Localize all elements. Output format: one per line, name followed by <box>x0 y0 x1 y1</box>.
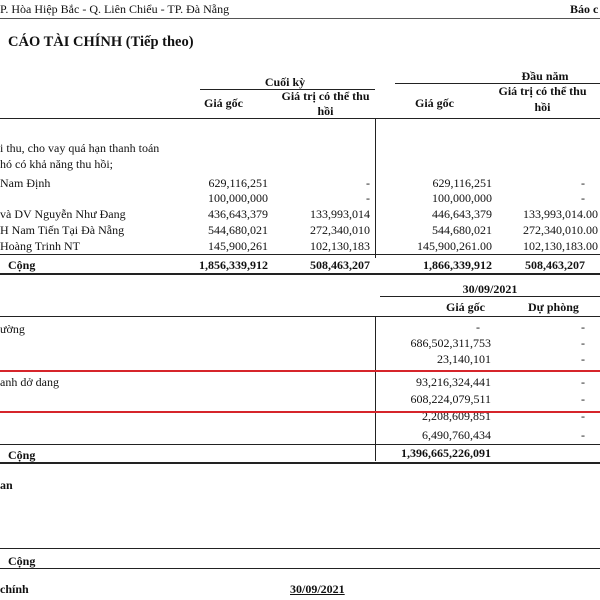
col-recoverable-current-l2: hồi <box>317 104 334 118</box>
recoverable-current: - <box>366 191 370 205</box>
recoverable-prior: 133,993,014.00 <box>523 207 598 221</box>
row-provision: - <box>581 336 585 350</box>
period-current-header: Cuối kỳ <box>264 75 306 89</box>
cost-current: 629,116,251 <box>208 176 268 190</box>
total-cost-current: 1,856,339,912 <box>199 258 268 272</box>
table2-date-underline <box>380 296 600 297</box>
section4-top-rule <box>0 548 600 549</box>
section4-total-label: Cộng <box>8 554 36 568</box>
total-label: Cộng <box>8 448 36 462</box>
table2-date-header: 30/09/2021 <box>462 282 518 296</box>
highlight-box <box>0 370 600 413</box>
table1-column-divider <box>375 118 376 258</box>
report-title-fragment: Báo c <box>570 2 599 16</box>
cost-prior: 629,116,251 <box>432 176 492 190</box>
table1-bottom-rule <box>0 273 600 275</box>
section5-label: chính <box>0 582 29 596</box>
note-line-1: i thu, cho vay quá hạn thanh toán <box>0 141 160 155</box>
col-cost-current: Giá gốc <box>204 96 243 110</box>
total-label: Cộng <box>8 258 36 272</box>
table2-col-provision: Dự phòng <box>528 300 579 314</box>
table2-total-rule <box>0 444 600 445</box>
row-name: anh dở dang <box>0 375 59 389</box>
col-recoverable-prior-l2: hồi <box>534 100 551 114</box>
table2-header-rule <box>0 316 600 317</box>
row-provision: - <box>581 320 585 334</box>
cost-current: 145,900,261 <box>208 239 268 253</box>
note-line-2: hó có khả năng thu hồi; <box>0 157 113 171</box>
col-recoverable-current-l1: Giá trị có thể thu <box>281 89 370 103</box>
header-rule <box>0 18 600 19</box>
row-name: và DV Nguyễn Như Đang <box>0 207 126 221</box>
row-provision: - <box>581 409 585 423</box>
row-provision: - <box>581 392 585 406</box>
section5-date: 30/09/2021 <box>290 582 345 596</box>
recoverable-prior: 102,130,183.00 <box>523 239 598 253</box>
row-cost: 608,224,079,511 <box>410 392 491 406</box>
table2-col-cost: Giá gốc <box>446 300 485 314</box>
cost-prior: 100,000,000 <box>432 191 492 205</box>
total-cost: 1,396,665,226,091 <box>401 446 491 460</box>
row-provision: - <box>581 428 585 442</box>
row-name: Hoàng Trinh NT <box>0 239 81 253</box>
cost-current: 436,643,379 <box>208 207 268 221</box>
col-cost-prior: Giá gốc <box>415 96 454 110</box>
recoverable-prior: 272,340,010.00 <box>523 223 598 237</box>
recoverable-current: 272,340,010 <box>310 223 370 237</box>
table1-header-rule <box>0 118 600 119</box>
section-title: CÁO TÀI CHÍNH (Tiếp theo) <box>8 34 194 50</box>
row-cost: 686,502,311,753 <box>410 336 491 350</box>
section3-label: an <box>0 478 13 492</box>
row-name: ường <box>0 322 25 336</box>
recoverable-current: 102,130,183 <box>310 239 370 253</box>
total-cost-prior: 1,866,339,912 <box>423 258 492 272</box>
table1-total-rule <box>0 254 600 255</box>
cost-prior: 446,643,379 <box>432 207 492 221</box>
recoverable-current: - <box>366 176 370 190</box>
table2-bottom-rule <box>0 462 600 464</box>
row-name: Nam Định <box>0 176 51 190</box>
row-cost: 2,208,609,851 <box>422 409 491 423</box>
row-cost: - <box>476 320 480 334</box>
row-cost: 6,490,760,434 <box>422 428 491 442</box>
row-provision: - <box>581 375 585 389</box>
period-prior-header: Đầu năm <box>521 69 569 83</box>
recoverable-prior: - <box>581 176 585 190</box>
total-recoverable-current: 508,463,207 <box>310 258 370 272</box>
row-cost: 93,216,324,441 <box>416 375 491 389</box>
row-name: H Nam Tiến Tại Đà Nẵng <box>0 223 125 237</box>
cost-prior: 145,900,261.00 <box>417 239 492 253</box>
cost-current: 544,680,021 <box>208 223 268 237</box>
cost-prior: 544,680,021 <box>432 223 492 237</box>
cost-current: 100,000,000 <box>208 191 268 205</box>
company-address: P. Hòa Hiệp Bắc - Q. Liên Chiểu - TP. Đà Nẵng <box>0 2 230 16</box>
row-cost: 23,140,101 <box>437 352 491 366</box>
col-recoverable-prior-l1: Giá trị có thể thu <box>498 84 587 98</box>
total-recoverable-prior: 508,463,207 <box>525 258 585 272</box>
section4-bottom-rule <box>0 568 600 569</box>
row-provision: - <box>581 352 585 366</box>
recoverable-prior: - <box>581 191 585 205</box>
recoverable-current: 133,993,014 <box>310 207 370 221</box>
